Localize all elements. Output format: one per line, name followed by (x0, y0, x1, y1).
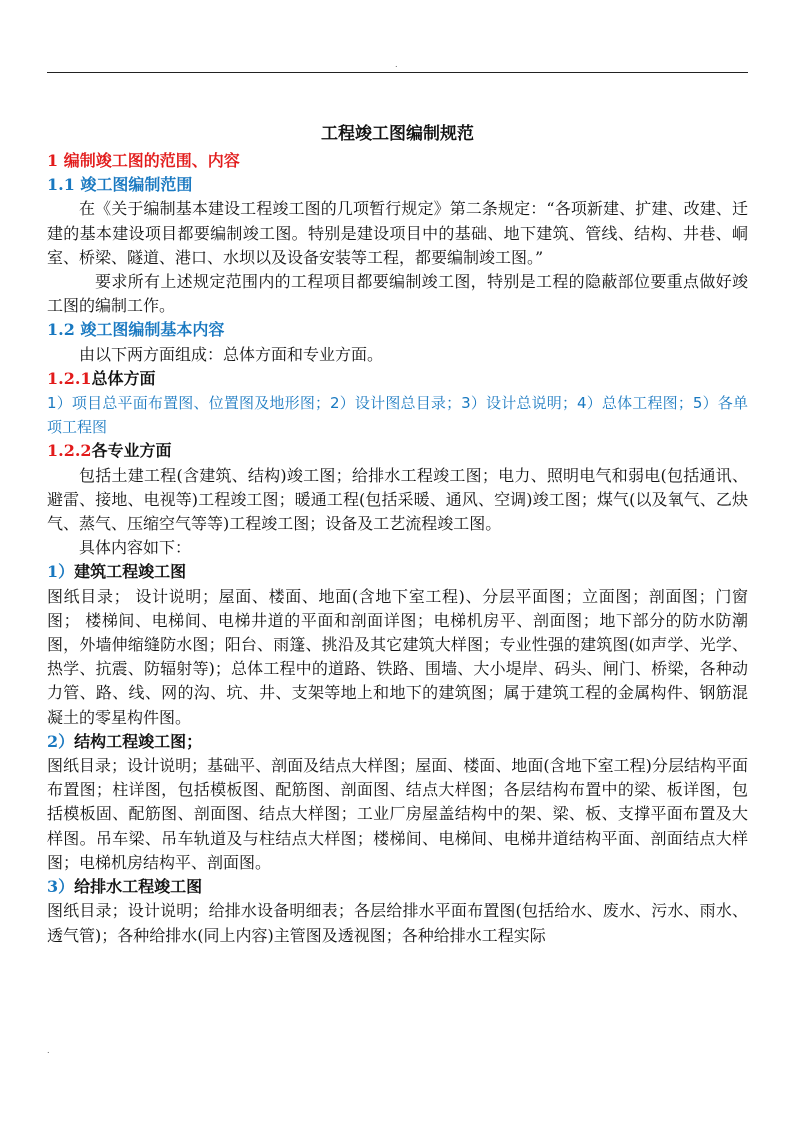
paragraph-composition: 由以下两方面组成：总体方面和专业方面。 (79, 344, 384, 364)
paragraph-scope-requirement: 要求所有上述规定范围内的工程项目都要编制竣工图，特别是工程的隐蔽部位要重点做好竣工图的编制工作。 (47, 272, 748, 316)
subsection-architecture-heading (47, 560, 748, 584)
section-1-2-2-title: 各专业方面 (91, 441, 172, 461)
paragraph-details-intro: 具体内容如下： (79, 538, 192, 558)
section-1-2-heading: 1.2 竣工图编制基本内容 (47, 320, 225, 340)
paragraph-specialty-items: 包括土建工程(含建筑、结构)竣工图；给排水工程竣工图；电力、照明电气和弱电(包括通讯、避雷、接地、电视等)工程竣工图；暖通工程(包括采暖、通风、空调)竣工图；煤气(以及氧气、乙炔气、蒸气、压缩空气等等)工程竣工图；设备及工艺流程竣工图。 (47, 465, 748, 534)
subsection-architecture-number: 1） (47, 562, 75, 582)
subsection-plumbing-title: 给排水工程竣工图 (74, 877, 203, 897)
paragraph-plumbing-drawings: 图纸目录；设计说明；给排水设备明细表；各层给排水平面布置图(包括给水、废水、污水、雨水、透气管)；各种给排水(同上内容)主管图及透视图；各种给排水工程实际 (47, 901, 748, 945)
document-body (47, 121, 748, 948)
header-mark: . (395, 60, 398, 69)
subsection-plumbing-heading (47, 875, 748, 899)
section-1-2-1-title: 总体方面 (91, 368, 156, 388)
section-1-1-heading: 1.1 竣工图编制范围 (47, 175, 193, 195)
paragraph-structure-drawings: 图纸目录；设计说明；基础平、剖面及结点大样图；屋面、楼面、地面(含地下室工程)分层结构平面布置图；柱详图，包括模板图、配筋图、剖面图、结点大样图；各层结构布置中的梁、板详图，包括模板固、配筋图、剖面图、结点大样图；工业厂房屋盖结构中的架、梁、板、支撑平面布置及大样图。吊车梁、吊车轨道及与柱结点大样图；楼梯间、电梯间、电梯井道结构平面、剖面结点大样图；电梯机房结构平、剖面图。 (47, 756, 748, 872)
subsection-structure-heading (47, 730, 748, 754)
subsection-architecture-title: 建筑工程竣工图 (74, 562, 187, 582)
subsection-structure-number: 2） (47, 731, 75, 751)
footer-mark: . (47, 1046, 50, 1055)
paragraph-overall-items: 1）项目总平面布置图、位置图及地形图；2）设计图总目录；3）设计总说明；4）总体工程图；5）各单项工程图 (47, 394, 748, 437)
subsection-plumbing-number: 3） (47, 877, 75, 897)
section-1-2-1-number: 1.2.1 (47, 368, 92, 388)
section-1-2-2-number: 1.2.2 (47, 441, 92, 461)
section-1-heading: 1 编制竣工图的范围、内容 (47, 151, 240, 170)
subsection-structure-title: 结构工程竣工图； (74, 731, 203, 751)
document-title: 工程竣工图编制规范 (321, 124, 474, 144)
section-1-2-1-heading (47, 367, 748, 391)
section-1-2-2-heading (47, 439, 748, 463)
paragraph-architecture-drawings: 图纸目录； 设计说明；屋面、楼面、地面(含地下室工程)、分层平面图；立面图；剖面图；门窗图； 楼梯间、电梯间、电梯井道的平面和剖面详图；电梯机房平、剖面图；地下部分的防水防潮图，外墙伸缩缝防水图；阳台、雨篷、挑沿及其它建筑大样图；专业性强的建筑图(如声学、光学、热学、抗震、防辐射等)；总体工程中的道路、铁路、围墙、大小堤岸、码头、闸门、桥梁，各种动力管、路、线、网的沟、坑、井、支架等地上和地下的建筑图；属于建筑工程的金属构件、钢筋混凝土的零星构件图。 (47, 586, 748, 727)
header-rule (47, 72, 748, 73)
paragraph-scope-regulation: 在《关于编制基本建设工程竣工图的几项暂行规定》第二条规定：“各项新建、扩建、改建、迁建的基本建设项目都要编制竣工图。特别是建设项目中的基础、地下建筑、管线、结构、井巷、峒室、桥梁、隧道、港口、水坝以及设备安装等工程，都要编制竣工图。” (47, 199, 748, 267)
